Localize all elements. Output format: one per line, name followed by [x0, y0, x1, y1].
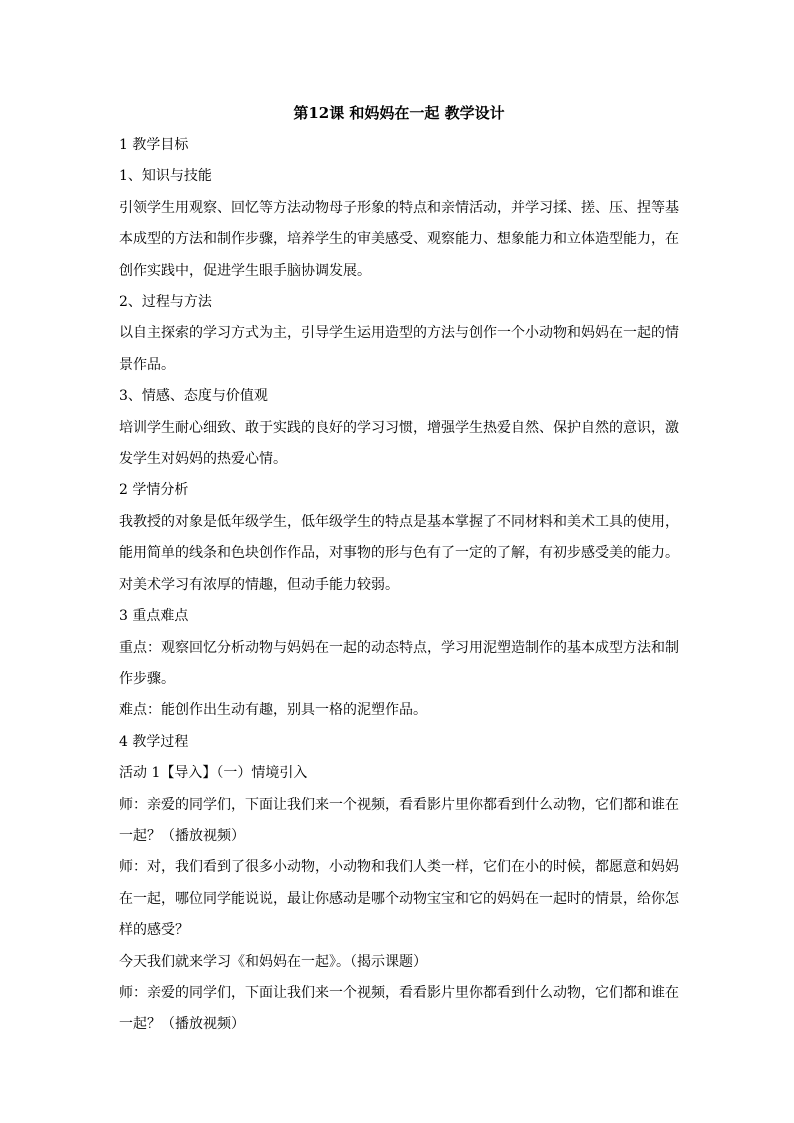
section-heading-teaching-goals: 1 教学目标: [119, 137, 189, 153]
paragraph-learner-analysis: 我教授的对象是低年级学生，低年级学生的特点是基本掌握了不同材料和美术工具的使用，能用简单的线条和色块创作作品，对事物的形与色有了一定的了解，有初步感受美的能力。对美术学习有浓厚的情趣，但动手能力较弱。: [119, 513, 679, 593]
subsection-heading-knowledge-skills: 1、知识与技能: [119, 168, 212, 185]
paragraph-process-methods: 以自主探索的学习方式为主，引导学生运用造型的方法与创作一个小动物和妈妈在一起的情景作品。: [119, 325, 679, 373]
section-heading-teaching-process: 4 教学过程: [119, 733, 189, 750]
paragraph-key-points: 重点：观察回忆分析动物与妈妈在一起的动态特点，学习用泥塑造制作的基本成型方法和制作步骤。: [119, 639, 679, 687]
subsection-heading-emotion-values: 3、情感、态度与价值观: [119, 388, 268, 405]
paragraph-teacher-animals: 师：对，我们看到了很多小动物，小动物和我们人类一样，它们在小的时候，都愿意和妈妈在一起，哪位同学能说说，最让你感动是哪个动物宝宝和它的妈妈在一起时的情景，给你怎样的感受？: [119, 859, 679, 939]
document-page: [119, 98, 679, 1041]
section-heading-learner-analysis: 2 学情分析: [119, 482, 189, 499]
subsection-heading-process-methods: 2、过程与方法: [119, 294, 212, 311]
section-heading-key-difficulties: 3 重点难点: [119, 608, 189, 625]
activity-heading-introduction: 活动 1【导入】（一）情境引入: [119, 765, 308, 782]
paragraph-difficulties: 难点：能创作出生动有趣，别具一格的泥塑作品。: [119, 702, 427, 719]
document-title: 第12课 和妈妈在一起 教学设计: [293, 104, 505, 122]
paragraph-knowledge-skills: 引领学生用观察、回忆等方法动物母子形象的特点和亲情活动，并学习揉、搓、压、捏等基本成型的方法和制作步骤，培养学生的审美感受、观察能力、想象能力和立体造型能力，在创作实践中，促进学生眼手脑协调发展。: [119, 199, 679, 279]
paragraph-teacher-video-2: 师：亲爱的同学们，下面让我们来一个视频，看看影片里你都看到什么动物，它们都和谁在一起？（播放视频）: [119, 984, 679, 1033]
paragraph-teacher-video-1: 师：亲爱的同学们，下面让我们来一个视频，看看影片里你都看到什么动物，它们都和谁在一起？（播放视频）: [119, 796, 679, 844]
paragraph-lesson-topic: 今天我们就来学习《和妈妈在一起》。（揭示课题）: [119, 953, 427, 970]
paragraph-emotion-values: 培训学生耐心细致、敢于实践的良好的学习习惯，增强学生热爱自然、保护自然的意识，激发学生对妈妈的热爱心情。: [119, 419, 679, 468]
